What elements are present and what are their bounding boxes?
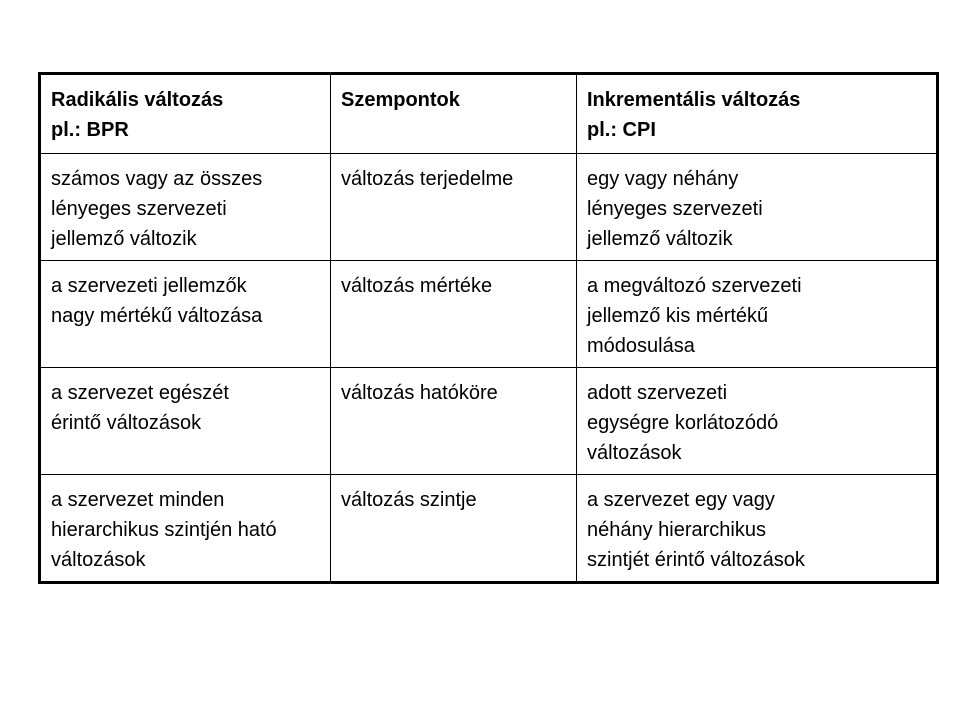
table-cell-aspect: változás szintje [331,475,577,583]
header-incremental-change: Inkrementális változás pl.: CPI [577,74,938,154]
table-cell-radical: a szervezet minden hierarchikus szintjén ható változások [40,475,331,583]
table-row [40,475,938,583]
table-row [40,368,938,475]
table-cell-incremental: egy vagy néhány lényeges szervezeti jellemző változik [577,154,938,261]
table-header-row [40,74,938,154]
table-cell-aspect: változás mértéke [331,261,577,368]
comparison-table [38,72,939,584]
table-cell-aspect: változás hatóköre [331,368,577,475]
table-cell-radical: számos vagy az összes lényeges szervezeti jellemző változik [40,154,331,261]
header-aspects: Szempontok [331,74,577,154]
table-cell-radical: a szervezet egészét érintő változások [40,368,331,475]
table-row [40,154,938,261]
table-cell-incremental: adott szervezeti egységre korlátozódó változások [577,368,938,475]
table-cell-aspect: változás terjedelme [331,154,577,261]
table-cell-incremental: a szervezet egy vagy néhány hierarchikus szintjét érintő változások [577,475,938,583]
table-row [40,261,938,368]
header-radical-change: Radikális változás pl.: BPR [40,74,331,154]
table-cell-incremental: a megváltozó szervezeti jellemző kis mértékű módosulása [577,261,938,368]
table-cell-radical: a szervezeti jellemzők nagy mértékű változása [40,261,331,368]
